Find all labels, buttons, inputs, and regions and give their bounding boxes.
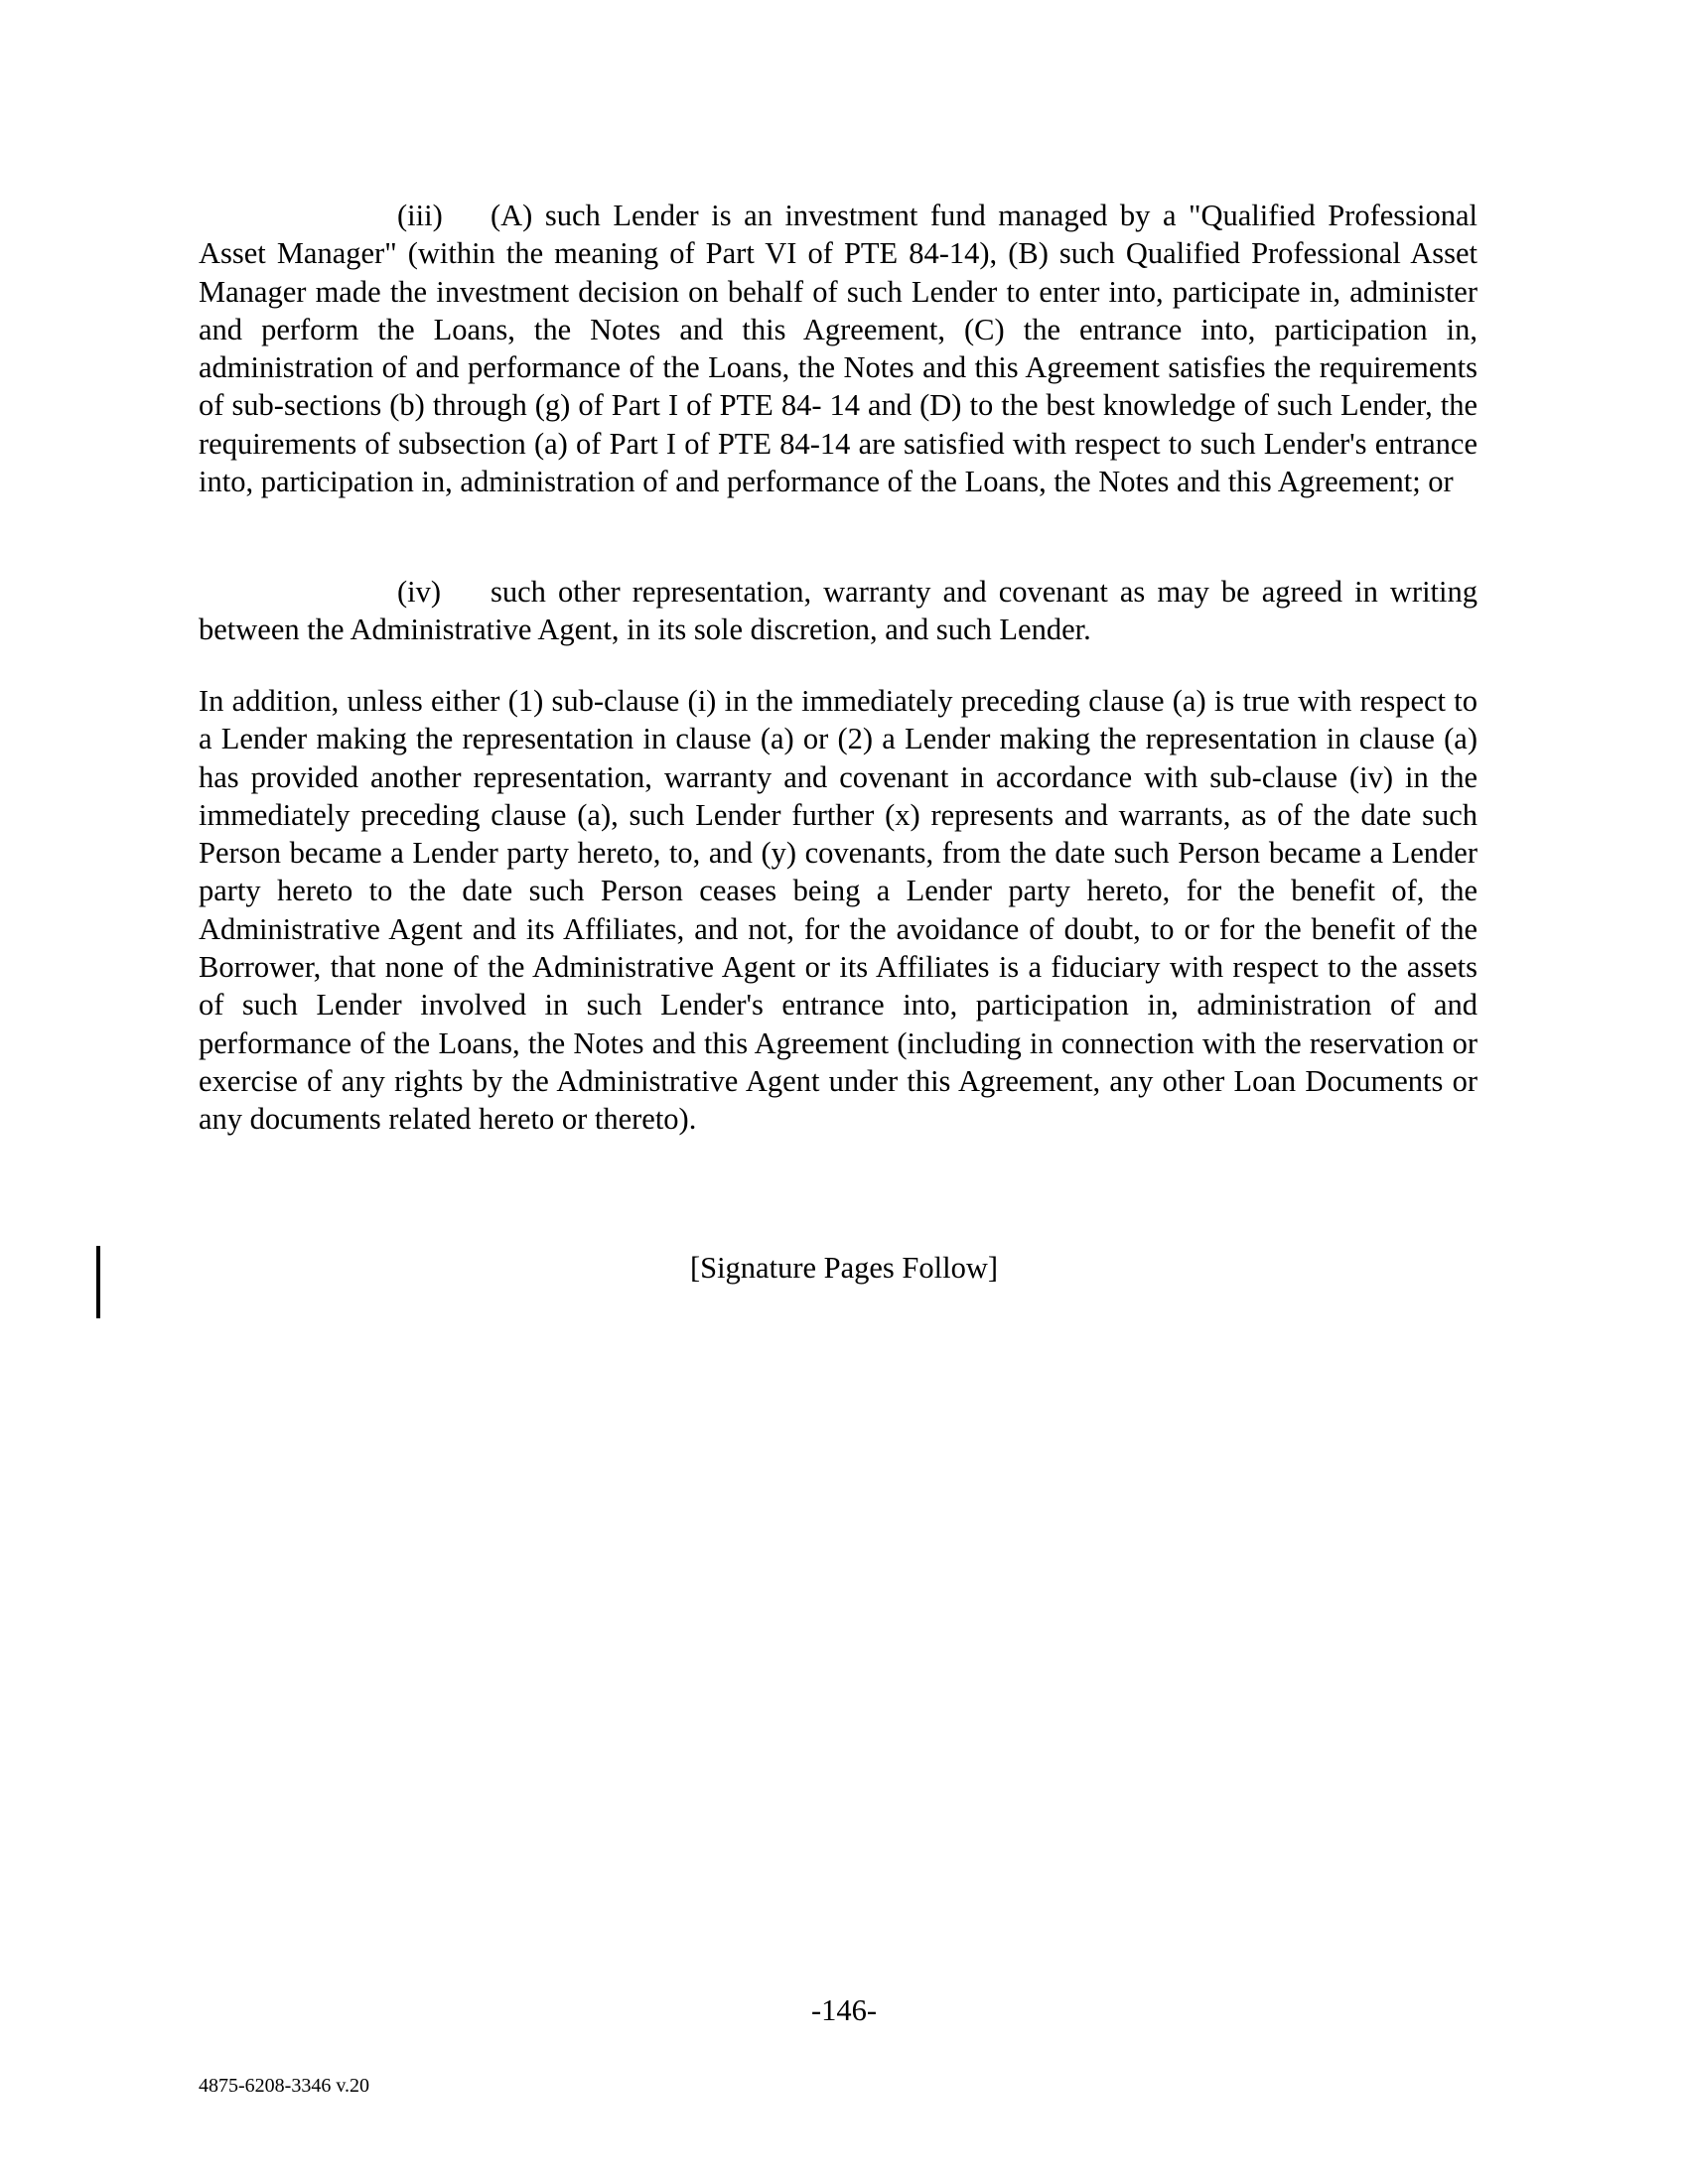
addition-paragraph: In addition, unless either (1) sub-clause (i) in the immediately preceding clause (a) is true with respect to a Lender making the representation in clause (a) or (2) a Lender making the representation in clause (a) has provided another representation, warranty and covenant in accordance with sub-clause (iv) in the immediately preceding clause (a), such Lender further (x) represents and warrants, as of the date such Person became a Lender party hereto, to, and (y) covenants, from the date such Person became a Lender party hereto to the date such Person ceases being a Lender party hereto, for the benefit of, the Administrative Agent and its Affiliates, and not, for the avoidance of doubt, to or for the benefit of the Borrower, that none of the Administrative Agent or its Affiliates is a fiduciary with respect to the assets of such Lender involved in such Lender's entrance into, participation in, administration of and performance of the Loans, the Notes and this Agreement (including in connection with the reservation or exercise of any rights by the Administrative Agent under this Agreement, any other Loan Documents or any documents related hereto or thereto).: [199, 684, 1477, 1137]
signature-pages-note: [Signature Pages Follow]: [689, 1251, 999, 1285]
clause-iv-text: such other representation, warranty and covenant as may be agreed in writing between the Administrative Agent, in its sole discretion, and such Lender.: [199, 575, 1477, 647]
clause-iii-number: (iii): [397, 199, 443, 232]
clause-iii-paragraph: [199, 197, 1477, 500]
clause-iv-paragraph: [199, 573, 1477, 649]
page-number: -146-: [810, 1993, 878, 2027]
document-id: 4875-6208-3346 v.20: [199, 2075, 370, 2097]
clause-iv-number: (iv): [397, 575, 442, 609]
clause-iii-text: (A) such Lender is an investment fund managed by a "Qualified Professional Asset Manager" (within the meaning of Part VI of PTE 84-14), (B) such Qualified Professional Asset Manager made the investment decision on behalf of such Lender to enter into, participate in, administer and perform the Loans, the Notes and this Agreement, (C) the entrance into, participation in, administration of and performance of the Loans, the Notes and this Agreement satisfies the requirements of sub-sections (b) through (g) of Part I of PTE 84- 14 and (D) to the best knowledge of such Lender, the requirements of subsection (a) of Part I of PTE 84-14 are satisfied with respect to such Lender's entrance into, participation in, administration of and performance of the Loans, the Notes and this Agreement; or: [199, 199, 1477, 499]
